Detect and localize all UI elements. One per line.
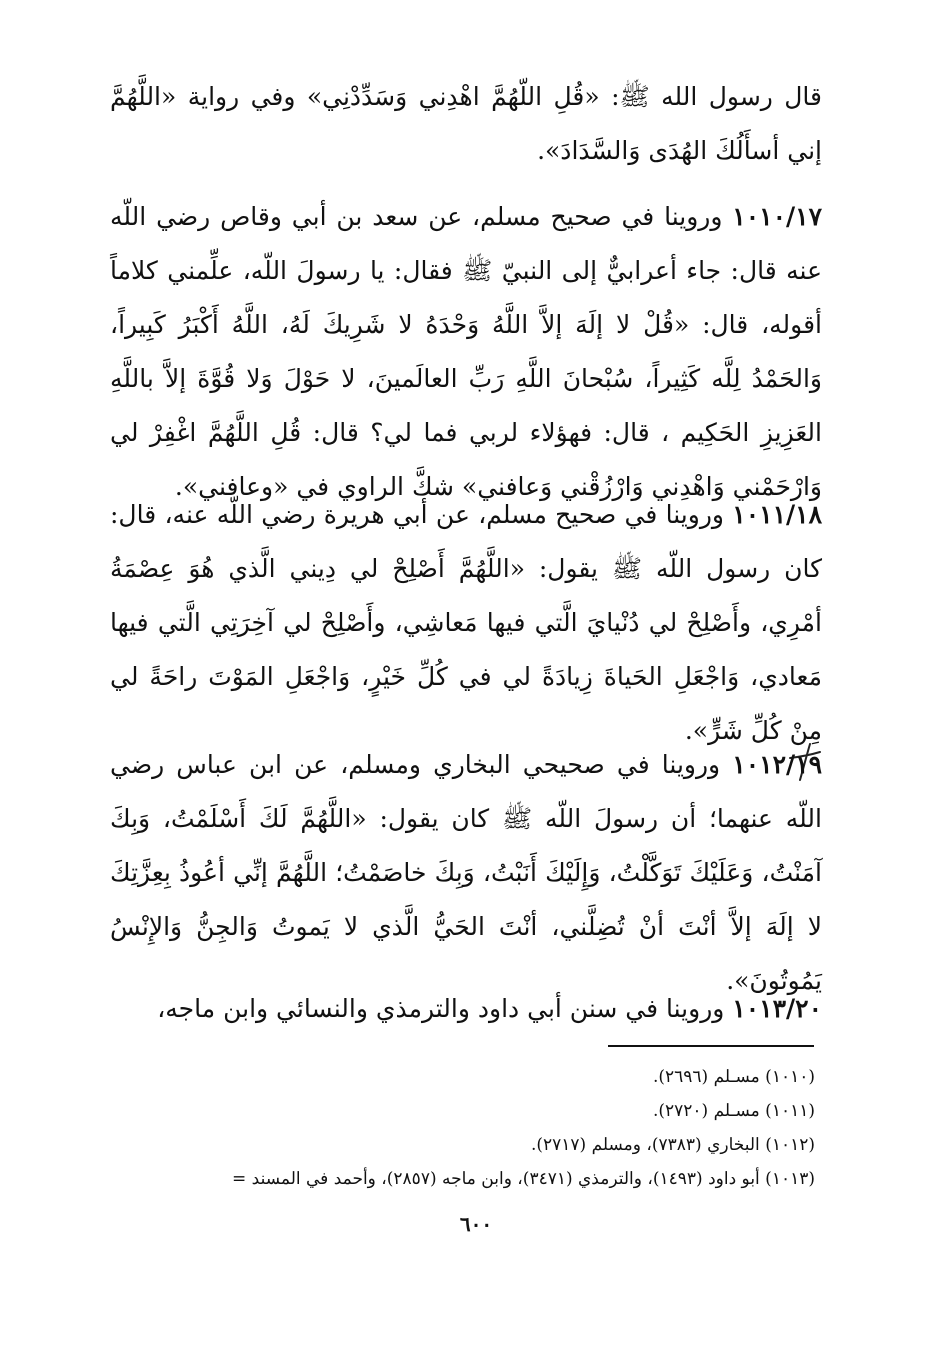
footnote-separator [608,1045,814,1047]
footnotes [80,1060,815,1196]
footnote-line: (١٠١٣) أبو داود (١٤٩٣)، والترمذي (٣٤٧١)، وابن ماجه (٢٨٥٧)، وأحمد في المسند = [232,1169,815,1189]
paragraph-continuation [110,70,822,178]
hadith-1012 [110,738,822,1008]
hadith-number: ١٠١٢/١٩ [732,750,822,779]
paragraph-text: وروينا في سنن أبي داود والترمذي والنسائي وابن ماجه، [157,994,733,1023]
footnote-line: (١٠١٠) مسـلم (٢٦٩٦). [652,1067,815,1087]
footnote-line: (١٠١١) مسـلم (٢٧٢٠). [652,1101,815,1121]
hadith-1011 [110,488,822,758]
paragraph-text: وروينا في صحيحي البخاري ومسلم، عن ابن عباس رضي اللّه عنهما؛ أن رسولَ اللّه ﷺ كان يقول: «اللَّهُمَّ لَكَ أَسْلَمْتُ، وَبِكَ آمَنْتُ، وَعَلَيْكَ تَوَكَّلْتُ، وَإِلَيْكَ أَنَبْتُ، وَبِكَ خاصَمْتُ؛ اللَّهُمَّ إنِّي أعُوذُ بِعِزَّتِكَ لا إلَهَ إلاَّ أنْتَ أنْ تُضِلَّني، أنْتَ الحَيُّ الَّذي لا يَموتُ وَالجِنُّ وَالإِنْسُ يَمُوتُونَ». [110,750,822,995]
hadith-number: ١٠١٣/٢٠ [732,994,822,1023]
page-number: ٦٠٠ [459,1212,493,1236]
paragraph-text: قال رسول الله ﷺ: «قُلِ اللّهُمَّ اهْدِني وَسَدِّدْنِي» وفي رواية «اللَّهُمَّ إني أسأَلُكَ الهُدَى وَالسَّدَادَ». [110,82,822,165]
footnote-line: (١٠١٢) البخاري (٧٣٨٣)، ومسلم (٢٧١٧). [530,1135,815,1155]
paragraph-text: وروينا في صحيح مسلم، عن أبي هريرة رضي اللّه عنه، قال: كان رسول اللّه ﷺ يقول: «اللَّهُمَّ أَصْلِحْ لي دِيني الَّذي هُوَ عِصْمَةُ أمْرِي، وأَصْلِحْ لي دُنْيايَ الَّتي فيها مَعاشِي، وأَصْلِحْ لي آخِرَتِي الَّتي فيها مَعادي، وَاجْعَلِ الحَياةَ زِيادَةً لي في كُلِّ خَيْرٍ، وَاجْعَلِ المَوْتَ راحَةً لي مِنْ كُلِّ شَرٍّ». [110,500,822,745]
hadith-1010 [110,190,822,514]
hadith-number: ١٠١٠/١٧ [732,202,822,231]
hadith-1013 [110,982,822,1036]
paragraph-text: وروينا في صحيح مسلم، عن سعد بن أبي وقاص رضي اللّه عنه قال: جاء أعرابيٌّ إلى النبيّ ﷺ فقال: يا رسولَ اللّه، علِّمني كلاماً أقوله، قال: «قُلْ لا إلَهَ إلاَّ اللَّهُ وَحْدَهُ لا شَرِيكَ لَهُ، اللَّهُ أَكْبَرُ كَبِيراً، وَالحَمْدُ لِلَّه كَثِيراً، سُبْحانَ اللَّهِ رَبِّ العالَمينَ، لا حَوْلَ وَلا قُوَّةَ إلاَّ باللَّهِ العَزِيزِ الحَكِيم ، قال: فهؤلاء لربي فما لي؟ قال: قُلِ اللَّهُمَّ اغْفِرْ لي وَارْحَمْني وَاهْدِني وَارْزُقْني وَعافني» شكَّ الراوي في «وعافني». [110,202,822,501]
hadith-number: ١٠١١/١٨ [732,500,822,529]
